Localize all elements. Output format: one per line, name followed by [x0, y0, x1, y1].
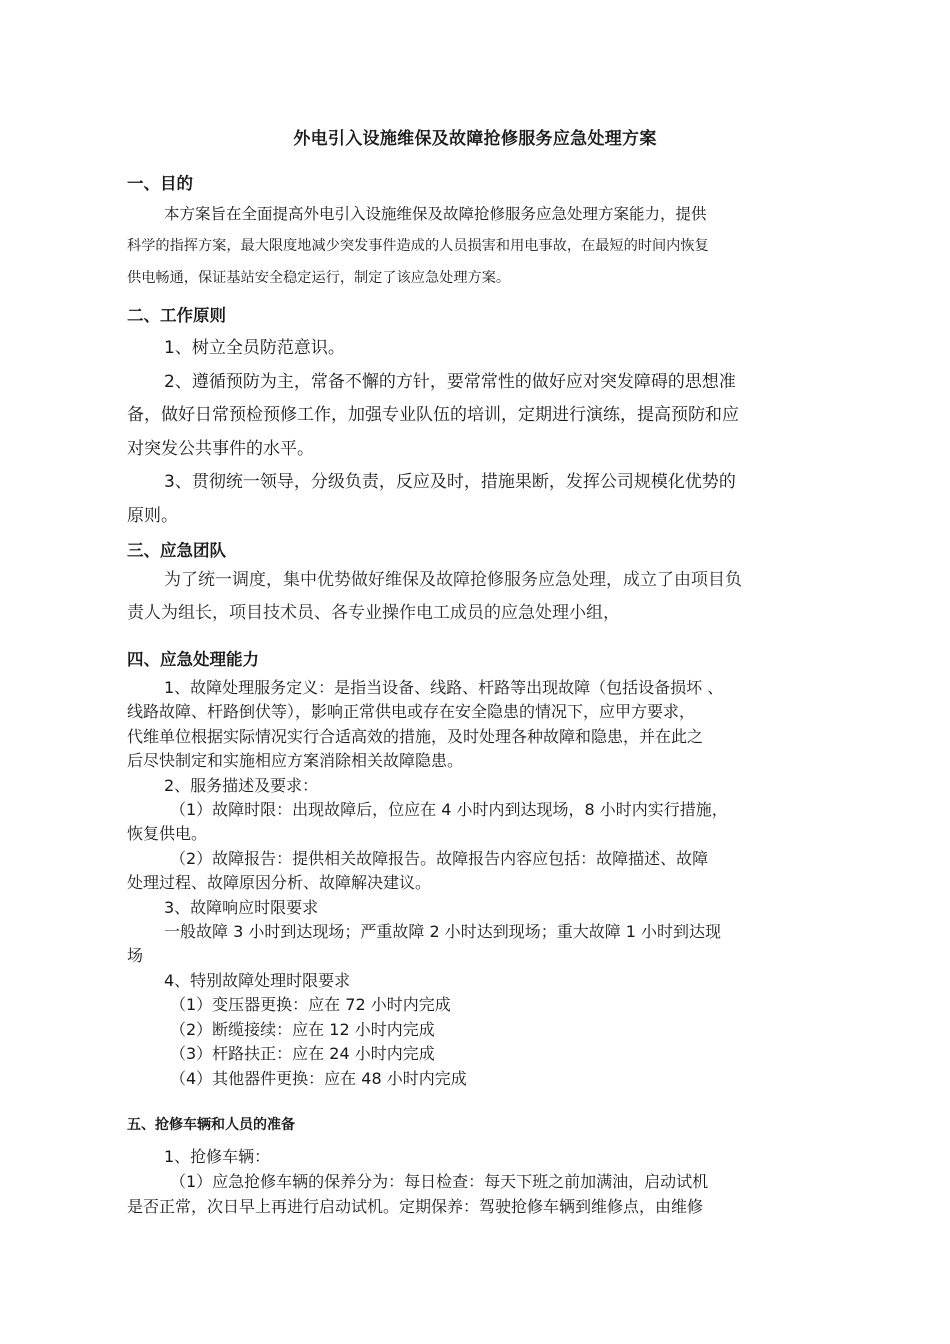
- section-body-capability: [127, 676, 827, 1091]
- paragraph-line: 场: [127, 946, 144, 966]
- paragraph-line: 处理过程、故障原因分析、故障解决建议。: [127, 873, 432, 893]
- paragraph-line: 一般故障 3 小时到达现场；严重故障 2 小时达到现场；重大故障 1 小时到达现: [164, 922, 722, 942]
- paragraph-line: 供电畅通，保证基站安全稳定运行，制定了该应急处理方案。: [127, 270, 511, 286]
- paragraph-line: 备，做好日常预检预修工作，加强专业队伍的培训，定期进行演练，提高预防和应: [127, 405, 739, 425]
- paragraph-line: （1）故障时限：出现故障后，位应在 4 小时内到达现场，8 小时内实行措施，: [170, 800, 728, 820]
- paragraph-line: 后尽快制定和实施相应方案消除相关故障隐患。: [127, 751, 464, 771]
- section-body-purpose: [127, 198, 827, 294]
- paragraph-line: （4）其他器件更换：应在 48 小时内完成: [170, 1068, 467, 1088]
- paragraph-line: 原则。: [127, 505, 178, 526]
- paragraph-line: 科学的指挥方案，最大限度地减少突发事件造成的人员损害和用电事故，在最短的时间内恢复: [127, 238, 709, 254]
- paragraph-line: 1、故障处理服务定义：是指当设备、线路、杆路等出现故障（包括设备损坏 、: [164, 678, 724, 697]
- section-body-principles: [127, 332, 827, 533]
- paragraph-line: 2、遵循预防为主，常备不懈的方针，要常常性的做好应对突发障碍的思想准: [164, 371, 736, 392]
- paragraph-line: 2、服务描述及要求：: [164, 775, 319, 795]
- paragraph-line: （1）变压器更换：应在 72 小时内完成: [170, 995, 451, 1015]
- section-heading-principles: 二、工作原则: [127, 306, 226, 325]
- section-heading-purpose: 一、目的: [127, 174, 193, 193]
- section-body-team: [127, 564, 827, 630]
- paragraph-line: 对突发公共事件的水平。: [127, 438, 314, 459]
- section-heading-vehicles-staff: 五、抢修车辆和人员的准备: [127, 1117, 295, 1133]
- paragraph-line: （3）杆路扶正：应在 24 小时内完成: [170, 1044, 435, 1064]
- paragraph-line: 3、故障响应时限要求: [164, 897, 319, 917]
- paragraph-line: 恢复供电。: [127, 824, 208, 844]
- paragraph-line: （1）应急抢修车辆的保养分为：每日检查：每天下班之前加满油，启动试机: [170, 1172, 709, 1191]
- section-body-vehicles-staff: [127, 1144, 827, 1219]
- paragraph-line: 代维单位根据实际情况实行合适高效的措施，及时处理各种故障和隐患，并在此之: [127, 726, 704, 746]
- paragraph-line: 责人为组长，项目技术员、各专业操作电工成员的应急处理小组，: [127, 603, 620, 623]
- section-heading-capability: 四、应急处理能力: [127, 650, 259, 669]
- document-title: 外电引入设施维保及故障抢修服务应急处理方案: [293, 129, 657, 149]
- section-heading-team: 三、应急团队: [127, 541, 226, 560]
- paragraph-line: 线路故障、杆路倒伏等），影响正常供电或存在安全隐患的情况下，应甲方要求，: [127, 702, 696, 722]
- paragraph-line: 是否正常，次日早上再进行启动试机。定期保养：驾驶抢修车辆到维修点，由维修: [127, 1197, 704, 1216]
- paragraph-line: 3、贯彻统一领导，分级负责，反应及时，措施果断，发挥公司规模化优势的: [164, 472, 736, 492]
- paragraph-line: 4、特别故障处理时限要求: [164, 970, 351, 990]
- paragraph-line: （2）故障报告：提供相关故障报告。故障报告内容应包括：故障描述、故障: [170, 848, 709, 868]
- paragraph-line: 1、抢修车辆：: [164, 1147, 271, 1166]
- paragraph-line: 1、树立全员防范意识。: [164, 338, 345, 358]
- paragraph-line: 为了统一调度，集中优势做好维保及故障抢修服务应急处理，成立了由项目负: [164, 570, 742, 590]
- paragraph-line: 本方案旨在全面提高外电引入设施维保及故障抢修服务应急处理方案能力，提供: [164, 205, 707, 223]
- paragraph-line: （2）断缆接续：应在 12 小时内完成: [170, 1019, 435, 1039]
